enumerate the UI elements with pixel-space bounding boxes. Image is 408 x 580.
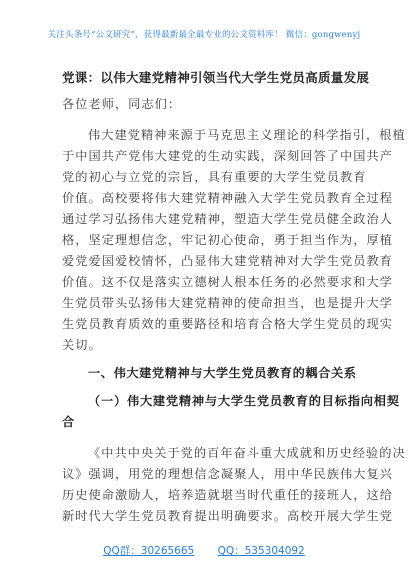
qq-group-link[interactable]: QQ群：30265665 bbox=[103, 545, 195, 557]
qq-contact-link[interactable]: QQ：535304092 bbox=[217, 545, 305, 557]
paragraph-line: 格，坚定理想信念，牢记初心使命，勇于担当作为，厚植 bbox=[62, 233, 393, 247]
paragraph-line: 党的初心与立党的宗旨，具有重要的大学生党员教育 bbox=[62, 170, 367, 184]
paragraph-line: 价值。这不仅是落实立德树人根本任务的必然要求和大学 bbox=[62, 275, 393, 289]
paragraph-line: 历史使命激励人，培养造就堪当时代重任的接班人，这给 bbox=[62, 488, 393, 502]
page-title: 党课：以伟大建党精神引领当代大学生党员高质量发展 bbox=[62, 70, 370, 85]
section-heading-2-cont: 合 bbox=[62, 415, 75, 429]
paragraph-line: 爱党爱国爱校情怀，凸显伟大建党精神对大学生党员教育 bbox=[62, 254, 393, 268]
paragraph-line: 《中共中央关于党的百年奋斗重大成就和历史经验的决 bbox=[88, 446, 406, 460]
greeting: 各位老师，同志们： bbox=[62, 97, 182, 111]
paragraph-line: 新时代大学生党员教育提出明确要求。高校开展大学生党 bbox=[62, 509, 393, 523]
promo-header: 关注头条号“公文研究”，获得最新最全最专业的公文资料库！ 微信：gongwenyj bbox=[47, 30, 361, 40]
section-heading-1: 一、伟大建党精神与大学生党员教育的耦合关系 bbox=[88, 366, 357, 380]
paragraph-line: 伟大建党精神来源于马克思主义理论的科学指引，根植 bbox=[88, 128, 406, 142]
paragraph-line: 生党员带头弘扬伟大建党精神的使命担当，也是提升大学 bbox=[62, 296, 393, 310]
paragraph-line: 关切。 bbox=[62, 338, 102, 352]
paragraph-line: 生党员教育质效的重要路径和培育合格大学生党员的现实 bbox=[62, 317, 393, 331]
contact-footer bbox=[0, 543, 408, 558]
paragraph-line: 议》强调，用党的理想信念凝聚人，用中华民族伟大复兴 bbox=[62, 467, 393, 481]
section-heading-2: （一）伟大建党精神与大学生党员教育的目标指向相契 bbox=[88, 394, 400, 408]
paragraph-line: 通过学习弘扬伟大建党精神，塑造大学生党员健全政治人 bbox=[62, 212, 393, 226]
paragraph-line: 于中国共产党伟大建党的生动实践，深刻回答了中国共产 bbox=[62, 149, 393, 163]
paragraph-line: 价值。高校要将伟大建党精神融入大学生党员教育全过程 bbox=[62, 191, 393, 205]
